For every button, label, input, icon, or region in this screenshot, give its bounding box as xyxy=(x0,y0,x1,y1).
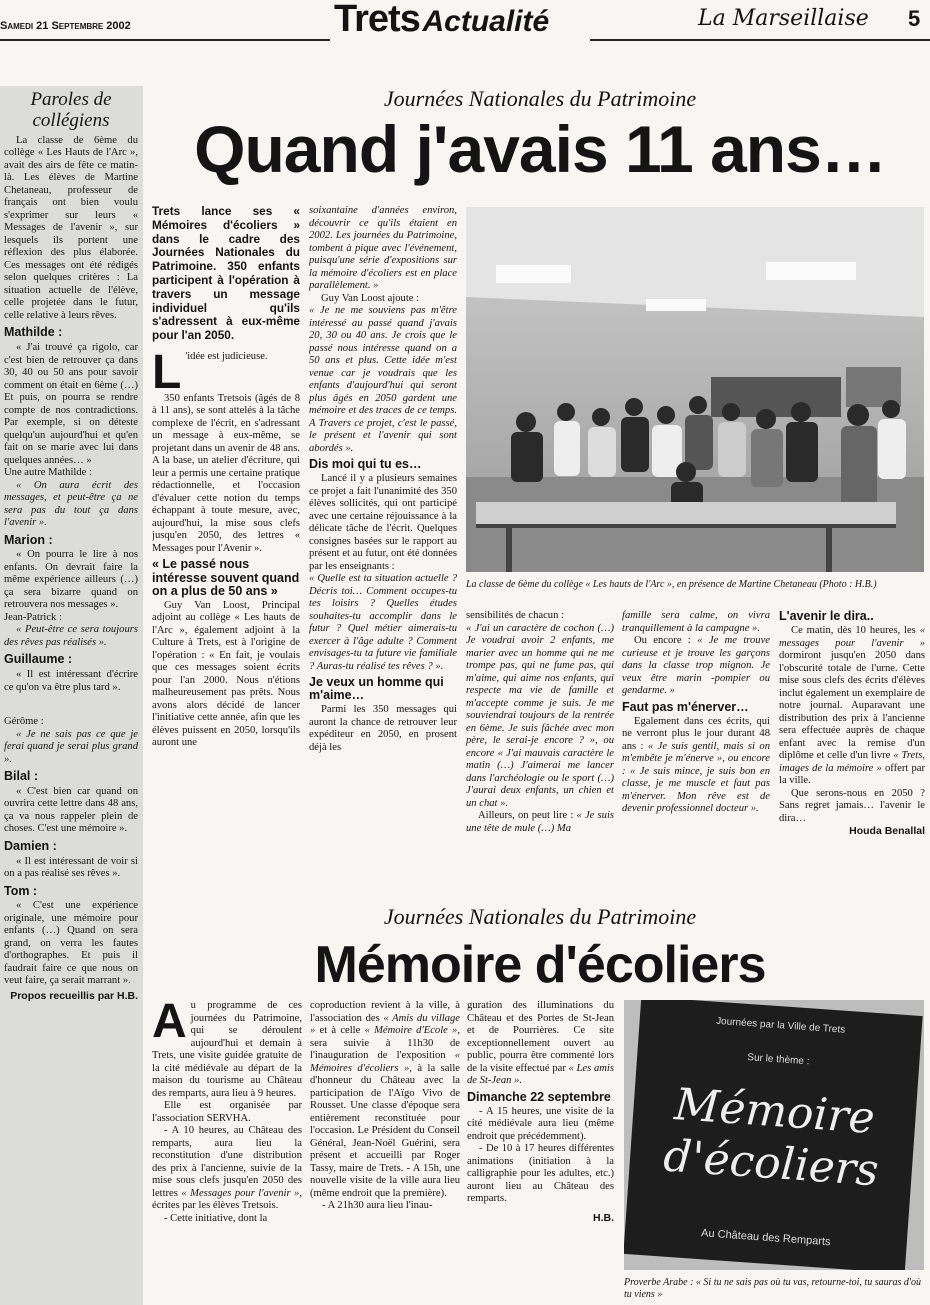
article-subheading: L'avenir le dira.. xyxy=(779,610,874,623)
quote-speaker: Tom : xyxy=(4,883,38,898)
article-subheading: Faut pas m'énerver… xyxy=(622,699,749,714)
section-title xyxy=(334,0,549,42)
article-kicker: Journées Nationales du Patrimoine xyxy=(383,904,697,929)
quote-text: « On pourra le lire à nos enfants. On devrait faire la même expérience ailleurs (…) ça sera bizarre quand on retrouvera nos messages ». xyxy=(4,549,138,611)
quote-speaker: Mathilde : xyxy=(4,325,63,340)
quote-speaker: Bilal : xyxy=(4,769,39,784)
quote-text: « Peut-être ce sera toujours des rêves pas réalisés ». xyxy=(4,624,138,648)
article1-column-4 xyxy=(622,610,770,895)
poster-card xyxy=(624,1000,923,1270)
page-number: 5 xyxy=(908,6,921,31)
drop-cap: A xyxy=(152,1000,187,1048)
article-paragraph: soixantaine d'années environ, découvrir ce qu'ils étaient en 2002. Les journées du Patrimoine, tombent à pique avec l'événement, puisqu'une série d'expositions sur la mémoire d'écoliers est en place parallèlement. » xyxy=(309,205,457,291)
article-subheading: Dimanche 22 septembre xyxy=(467,1089,611,1104)
class-photo-image xyxy=(466,207,924,572)
article-headline: Mémoire d'écoliers xyxy=(314,936,766,994)
article-subheading: Dis moi qui tu es… xyxy=(309,457,422,471)
article-quote: « J'ai un caractère de cochon (…) Je voudrai avoir 2 enfants, me marier avec un homme qui ne me trompe pas, qui ne fume pas, qui m'aime, qui aime nos enfants, qui respecte ma vie de famille et m'accepte comme je suis. Je me souviendrai toujours de la rentrée en 6ème. Je suis fâchée avec mon père, le serai-je encore ? », ou encore « J'ai mauvais caractère le matin (…) J'aimerai me lancer dans l'archéologie ou le sport (…) J'aurai deux enfants, un chien et un chat ». xyxy=(466,622,614,809)
article-quote: famille sera calme, on vivra tranquillement à la campagne ». xyxy=(622,610,770,634)
article-paragraph: Egalement dans ces écrits, qui ne verront plus le jour durant 48 ans : « Je suis gentil, mais si on m'embête je m'énerve », ou encore : « Je suis mince, je suis bon en classe, je me muscle et faut pas m'énerver. Mon rêve est de devenir professionnel docteur ». xyxy=(622,715,770,815)
sidebar-credit: Propos recueillis par H.B. xyxy=(10,989,138,1002)
article1-column-5 xyxy=(779,610,925,895)
article-paragraph: guration des illuminations du Château et des Portes de St-Jean et de Pourrières. Ce site exceptionnellement ouvert au public, pourra être commenté lors de la visite effectué par « Les amis de St-Jean ». xyxy=(467,1000,614,1086)
article-lede: Trets lance ses « Mémoires d'écoliers » dans le cadre des Journées Nationales du Patrimoine. 350 enfants participent à l'opération à travers un message individuel qu'ils s'adressent à eux-même pour l'an 2050. xyxy=(152,205,300,343)
quote-speaker: Damien : xyxy=(4,838,57,853)
article-paragraph: - De 10 à 17 heures différentes animations (initiation à la calligraphie pour les adultes, etc.) auront lieu au Château des remparts. xyxy=(467,1143,614,1205)
article-subheading: Je veux un homme qui m'aime… xyxy=(309,675,444,703)
quote-text: « Il est intéressant d'écrire ce qu'on va être plus tard ». xyxy=(4,669,138,693)
quote-text: « Je ne sais pas ce que je ferai quand je serai plus grand ». xyxy=(4,728,138,765)
quote-speaker: Une autre Mathilde : xyxy=(4,467,92,479)
article-paragraph: Ailleurs, on peut lire : « Je suis une tête de mule (…) Ma xyxy=(466,810,614,834)
article-paragraph: Ce matin, dès 10 heures, les « messages pour l'avenir » dormiront jusqu'en 2050 dans l'obscurité totale de l'urne. Cette mise sous clefs des écrits d'élèves inclut également un exemplaire de notre journal. Auparavant une distribution des prix à l'ancienne sera effectuée auprès de chaque enfant avec la remise d'un diplôme et celle d'un livre « Trets, images de la mémoire » offert par la ville. xyxy=(779,625,925,787)
article2-column-3 xyxy=(467,1000,614,1305)
article-subheading: « Le passé nous intéresse souvent quand on a plus de 50 ans » xyxy=(152,557,300,598)
quote-speaker: Jean-Patrick : xyxy=(4,611,62,623)
article-byline: H.B. xyxy=(593,1211,614,1224)
article1-column-2 xyxy=(309,205,457,895)
article-paragraph: 350 enfants Tretsois (âgés de 8 à 11 ans), se sont attelés à la tâche complexe de l'écrit, en s'adressant un message à eux-même, se projetant dans un avenir de 48 ans. A la base, un atelier d'écriture, qui leur a permis une certaine pratique rédactionnelle, et l'occasion d'évaluer cette notion du temps échappant à toute mesure, avec, aujourd'hui, la mise sous clefs jusqu'en 2050, des lettres « Messages pour l'Avenir ». xyxy=(152,392,300,554)
article-paragraph: - A 15 heures, une visite de la cité médiévale aura lieu (même endroit que précédemment). xyxy=(467,1105,614,1142)
quote-text: « C'est bien car quand on ouvrira cette lettre dans 48 ans, ça va nous rappeler plein de choses. C'est une mémoire ». xyxy=(4,785,138,835)
quote-text: « J'ai trouvé ça rigolo, car c'est bien de retrouver ça dans 30, 40 ou 50 ans pour savoir comment on était en 6ème (…) Et puis, on pourra se rendre compte de nos contradictions. Par exemple, si on déteste quelqu'un aujourd'hui et qu'en fait on se marie avec lui dans quelques années… » xyxy=(4,342,138,466)
quote-speaker: Marion : xyxy=(4,532,53,547)
article2-column-1 xyxy=(152,1000,302,1305)
class-photo xyxy=(466,207,924,572)
section-name: Trets xyxy=(334,0,420,40)
article-paragraph: L 'idée est judicieuse. xyxy=(152,345,268,399)
issue-date: Samedi 21 Septembre 2002 xyxy=(0,20,131,32)
article-paragraph: coproduction revient à la ville, à l'association des « Amis du village » et à celle « Mémoire d'Ecole », sera suivie à 11h30 de l'inauguration de l'exposition « Mémoires d'écoliers », à la salle d'honneur du Château avec la participation de l'Aïgo Vivo de Rousset. Une classe d'époque sera entièrement reconstituée pour l'occasion. Le Président du Conseil Général, Jean-Noël Guérini, sera présent et accueilli par Roger Tassy, maire de Trets. - A 15h, une nouvelle visite de la ville aura lieu (même endroit que la première). xyxy=(310,1000,460,1199)
article-paragraph: Que serons-nous en 2050 ? Sans regret jamais… l'avenir le dira… xyxy=(779,787,925,824)
section-subtitle: Actualité xyxy=(422,5,550,38)
article-headline: Quand j'avais 11 ans… xyxy=(194,112,886,186)
article-quote: « Je ne me souviens pas m'être intéressé au passé quand j'avais 20, 30 ou 40 ans. Je crois que le passé nous intéresse quand on a 50 ans et plus. Cette idée m'est venue car je voudrais que les enfants d'aujourd'hui qui seront plus âgés en 2050 gardent une mémoire et des traces de ce temps. A Travers ce projet, c'est le passé, le présent et l'avenir qui sont abordés ». xyxy=(309,305,457,454)
expo-poster xyxy=(624,1000,924,1270)
article-paragraph: Guy Van Loost ajoute : xyxy=(321,292,420,304)
article1-column-1 xyxy=(152,205,300,895)
article-paragraph: - A 10 heures, au Château des remparts, aura lieu la reconstitution d'une distribution des prix à l'ancienne, suivie de la mise sous clefs jusqu'en 2050 des lettres « Messages pour l'avenir », écrites par les élèves Tretsois. xyxy=(152,1125,302,1211)
page-header xyxy=(0,0,930,46)
article-paragraph: sensibilités de chacun : xyxy=(466,610,564,621)
proverb-caption: Proverbe Arabe : « Si tu ne sais pas où tu vas, retourne-toi, tu sauras d'où tu viens » xyxy=(624,1277,922,1300)
quote-speaker: Guillaume : xyxy=(4,652,73,667)
quote-text: « C'est une expérience originale, une mémoire pour enfants (…) Quand on sera grand, on verra les fautes d'orthographes. Et puis il faudrait faire ce que nous on veut faire, ça serait marrant ». xyxy=(4,900,138,987)
newspaper-name: La Marseillaise xyxy=(698,6,869,31)
quote-speaker: Gérôme : xyxy=(4,716,44,728)
article1-column-3 xyxy=(466,610,614,895)
photo-caption: La classe de 6ème du collège « Les hauts de l'Arc », en présence de Martine Chetaneau (Photo : H.B.) xyxy=(466,579,877,590)
article-paragraph: Lancé il y a plusieurs semaines ce projet a fait l'unanimité des 350 élèves sollicités, qui ont participé avec une certaine réjouissance à la délicate tâche de l'écrit. Quelques consignes basées sur le rapport au présent et au futur, ont été données par les enseignants : xyxy=(309,473,457,572)
article-paragraph: Guy Van Loost, Principal adjoint au collège « Les hauts de l'Arc », également adjoint à la Culture à Trets, est à l'origine de l'opération : « En fait, je voulais que ces messages soient écrits pour l'an 2000. Nous n'étions malheureusement pas prêts. Nous avons alors décidé de lancer l'initiative cette année, afin que les élèves puissent en 2050, lorsqu'ils auront une xyxy=(152,599,300,749)
article-paragraph: Ou encore : « Je me trouve curieuse et je trouve les garçons dans la classe trop mignon. Je veux être marin -pompier ou gendarme. » xyxy=(622,635,770,696)
article2-column-2 xyxy=(310,1000,460,1305)
article-byline: Houda Benallal xyxy=(849,825,925,838)
article-paragraph: Parmi les 350 messages qui auront la chance de retrouver leur expéditeur en 2050, en prosent déjà les xyxy=(309,704,457,753)
poster-title-line-2: d'écoliers xyxy=(661,1130,881,1197)
header-rule-left xyxy=(0,39,330,41)
header-rule-right xyxy=(590,39,930,41)
poster-title-line-1: Mémoire xyxy=(672,1079,877,1144)
article-paragraph: Elle est organisée par l'association SERVHA. xyxy=(152,1100,302,1124)
sidebar-column xyxy=(4,90,138,1300)
sidebar-intro: La classe de 6ème du collège « Les Hauts de l'Arc », avait des airs de fête ce matin-là. Les élèves de Martine Chetaneau, professeur de français ont bien voulu s'exprimer sur leurs « Messages de l'avenir », sur lesquels ils portent une réflexion des plus élaborée. Ces messages ont été rédigés selon quelques critères : La situation actuelle de l'élève, celle projetée dans le futur, celle relative à leurs rêves. xyxy=(4,134,138,321)
poster-top-text: Journées par la Ville de Trets xyxy=(715,1015,846,1036)
article-paragraph: - Cette initiative, dont la xyxy=(164,1212,268,1224)
quote-text: « On aura écrit des messages, et peut-être ça ne sera pas du tout ça dans l'avenir ». xyxy=(4,479,138,529)
drop-cap: L xyxy=(152,345,182,399)
article-paragraph: Au programme de ces journées du Patrimoine, qui se déroulent aujourd'hui et demain à Trets, une visite guidée gratuite de la cité médiévale au départ de la maison du tourisme au Château des remparts, aura lieu à 9 heures. xyxy=(152,1000,302,1099)
article-kicker: Journées Nationales du Patrimoine xyxy=(383,86,697,111)
article-quote: « Quelle est ta situation actuelle ? Décris toi… Comment occupes-tu tes loisirs ? Quelles études souhaites-tu accomplir dans le futur ? Quel métier aimerais-tu exercer à l'âge adulte ? Comment envisages-tu ta future vie familiale ? Auras-tu réalisé tes rêves ? ». xyxy=(309,573,457,672)
poster-theme: Sur le thème : xyxy=(746,1052,810,1068)
sidebar-title: Paroles de collégiens xyxy=(30,90,112,131)
quote-text: « Il est intéressant de voir si on a pas réalisé ses rêves ». xyxy=(4,855,138,880)
poster-bottom-text: Au Château des Remparts xyxy=(700,1227,831,1249)
article-paragraph: - A 21h30 aura lieu l'inau- xyxy=(322,1200,433,1211)
